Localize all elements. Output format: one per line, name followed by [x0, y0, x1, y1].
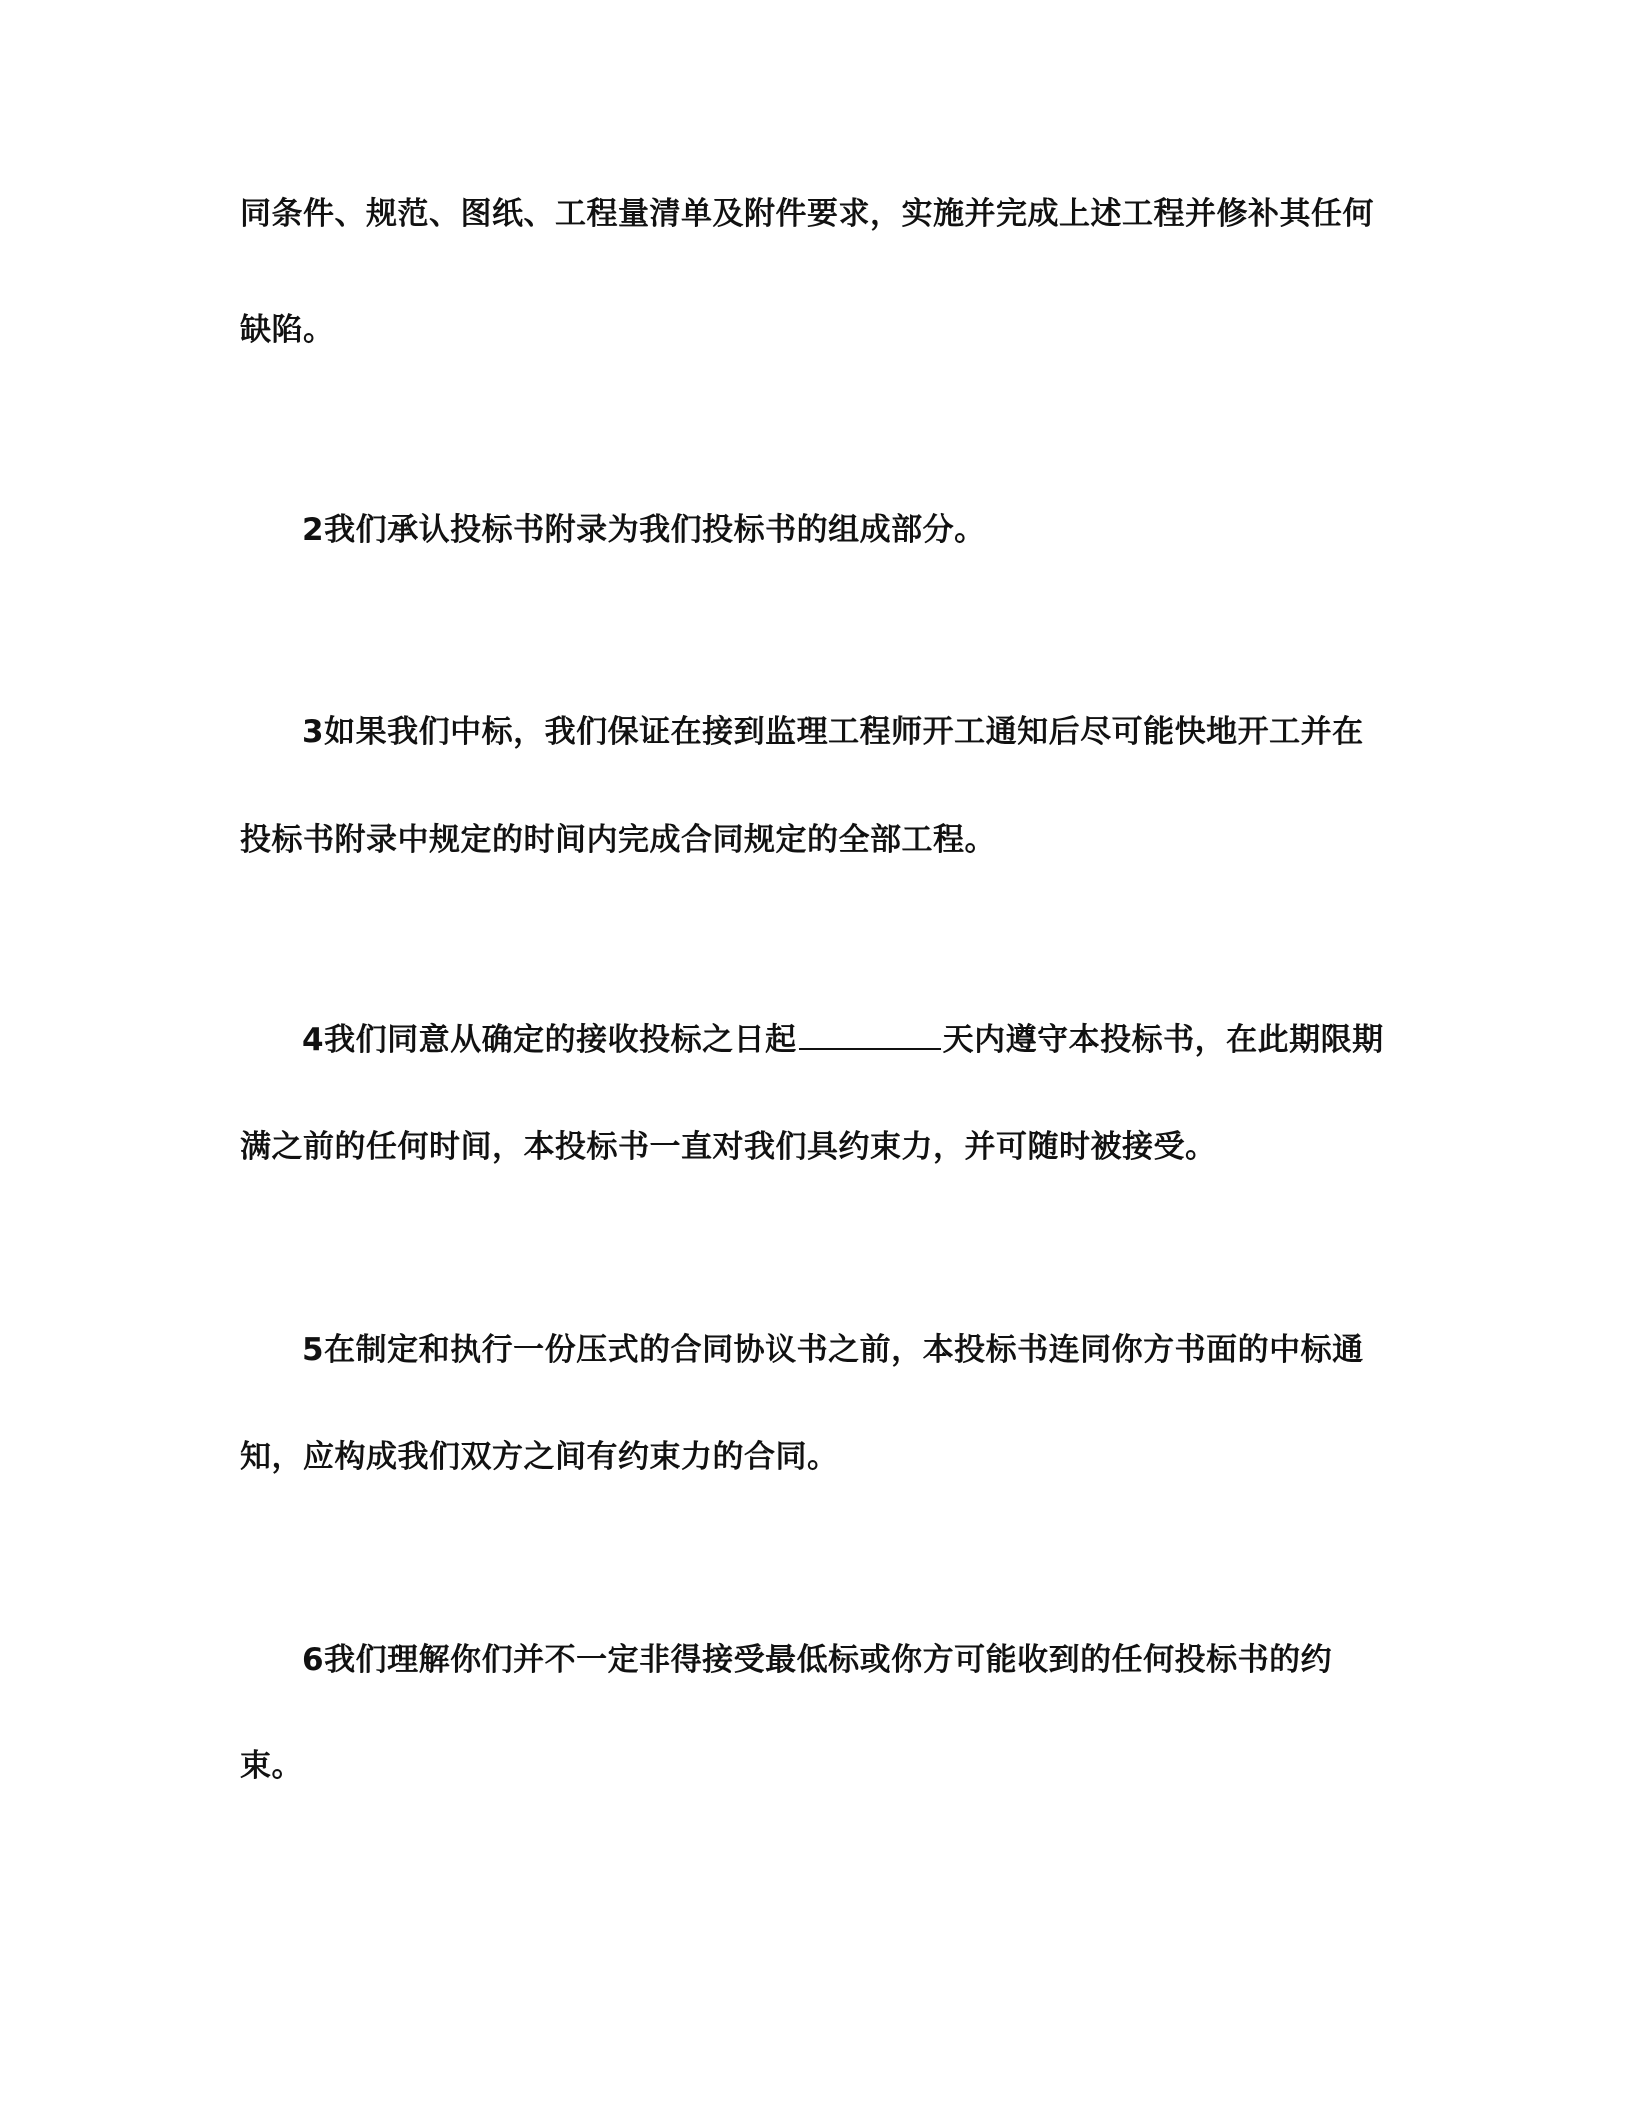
paragraph-1-line-1: 同条件、规范、图纸、工程量清单及附件要求，实施并完成上述工程并修补其任何	[240, 196, 1374, 232]
paragraph-6-line-1: 6我们理解你们并不一定非得接受最低标或你方可能收到的任何投标书的约	[302, 1642, 1333, 1678]
paragraph-2-line-1: 2我们承认投标书附录为我们投标书的组成部分。	[302, 512, 986, 548]
paragraph-5-line-1: 5在制定和执行一份压式的合同协议书之前，本投标书连同你方书面的中标通	[302, 1332, 1364, 1368]
paragraph-5-line-2: 知，应构成我们双方之间有约束力的合同。	[240, 1439, 839, 1475]
paragraph-4-line-1	[302, 1020, 1384, 1060]
paragraph-1-line-2: 缺陷。	[240, 312, 335, 348]
paragraph-4-text-after-blank: 天内遵守本投标书，在此期限期	[942, 1022, 1384, 1058]
days-blank-field	[799, 1020, 941, 1050]
paragraph-3-line-2: 投标书附录中规定的时间内完成合同规定的全部工程。	[240, 822, 996, 858]
paragraph-6-line-2: 束。	[240, 1748, 303, 1784]
paragraph-4-line-2: 满之前的任何时间，本投标书一直对我们具约束力，并可随时被接受。	[240, 1129, 1217, 1165]
paragraph-4-text-before-blank: 4我们同意从确定的接收投标之日起	[302, 1022, 797, 1058]
paragraph-3-line-1: 3如果我们中标，我们保证在接到监理工程师开工通知后尽可能快地开工并在	[302, 714, 1364, 750]
